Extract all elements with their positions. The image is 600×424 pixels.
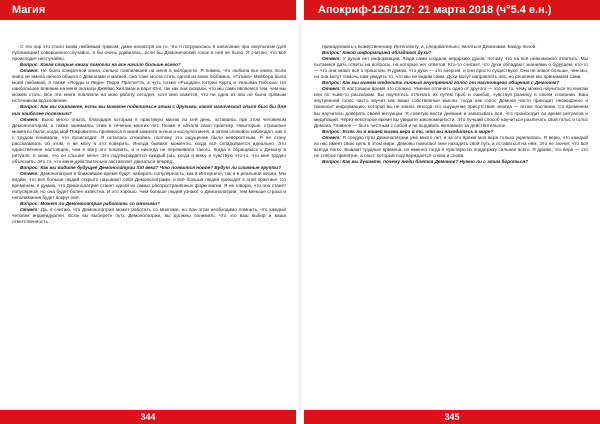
paragraph: Вопрос: Есть ли в вашей жизни вера в то, что вы находитесь в мире? (322, 128, 494, 134)
left-footer-bar (0, 410, 296, 424)
paragraph: Вопрос: Какой информацией обладают духи? (322, 50, 432, 56)
paragraph: Ответ: Я следую пути Демонолатрии уже много лет, и за это время моя вера только укрепилась. Я верю, что каждый из нас имеет свою цель в этом мире. Демоны помогают мне находить свой путь и оставаться на нём. Это не значит, что всё всегда легко. Бывают трудные времена, но именно тогда я чувствую их поддержку сильнее всего. Я думаю, что вера — это не слепое принятие, а опыт, который подтверждается снова и снова. (314, 134, 588, 158)
question-label: Вопрос: (20, 164, 40, 170)
question-label: Вопрос: (322, 50, 342, 56)
left-page-number: 344 (140, 412, 156, 422)
paragraph: Ответ: Да, я считаю, что Демонолатрия может работать со многими, но при этом необходимо помнить, что каждый человек индивидуален. Если вы выберете путь Демонолатрии, вы должны понимать, что это ваш выбор и ваша ответственность. (12, 207, 286, 225)
right-page (304, 0, 600, 424)
left-header-title: Магия (12, 4, 46, 16)
answer-label: Ответ: (322, 56, 341, 62)
right-page-number: 345 (444, 412, 460, 422)
paragraph: С тех пор это стало моим любимым трюком, даже несмотря на то, что я погружалась в написание про оккультизм (для публикации) совершенно случайно, я бы очень удивилась, если бы Демонический голос в ней не было. Я считаю, что всё происходит неслучайно. (12, 44, 286, 62)
question-label: Вопрос: (20, 104, 40, 110)
gutter (298, 24, 302, 412)
answer-label: Ответ: (20, 207, 39, 213)
question-label: Вопрос: (322, 158, 342, 164)
paragraph: Ответ: Демонолатрия в ближайшее время будет набирать популярность, как в Интернете, так и в реальной жизни. Мы видим, что всё больше людей открыто называют себя Демонолатрами, и всё больше людей приходят к этой практике. Со временем, я думаю, что Демонолатрия станет одной из самых распространённых форм магии. Я не говорю, что она станет популярной, но она будет более известна. И это хорошо. Чем больше людей узнают о Демонолатрии, тем меньше страха и непонимания будет вокруг неё. (12, 170, 286, 201)
paragraph: Вопрос: Как вы думаете, почему люди боятся Демонов? Нужно ли с этим бороться? (322, 158, 529, 164)
paragraph: Вопрос: Как вы считаете, есть вы можете поделиться этим с другими, какой магический опыт был бы для них наиболее полезным? (12, 104, 286, 116)
left-page (0, 0, 296, 424)
answer-label: Ответ: (322, 134, 341, 140)
answer-label: Ответ: (20, 170, 39, 176)
paragraph: принадлежать к Божественному Интеллекту, и, следовательно, являться Демонами. Кажду ясной. (322, 44, 537, 49)
paragraph: Вопрос: Какая старые книги помогли на все начало больше всего? (20, 62, 181, 68)
question-label: Вопрос: (20, 201, 40, 207)
answer-label: Ответ: (322, 86, 341, 92)
right-header-bar (304, 0, 600, 20)
paragraph: Вопрос: Как вы видите будущее Демонолатрии XXI века? Что появится новое? Будут ли сложные группы? (20, 164, 282, 170)
answer-label: Ответ: (20, 116, 39, 122)
paragraph: Ответ: У духов нет информации. Люди сами создали иерархию духов, потому что на всё невозможно ответить. Мы пытаемся дать ответы на вопросы, на которые нет ответов. Кто-то считает, что духи обладают знаниями о будущем, кто-то — что они знают всё о прошлом. Я думаю, что духи — это энергия, и они просто существуют. Они не знают больше, чем мы, но они могут помочь нам увидеть то, что мы не видим сами. Духи могут направлять нас, но решения мы принимаем сами. (314, 56, 588, 80)
paragraph: Ответ: Было много опыта, благодаря которым я практикую магию по сей день, оставаясь при этом человеком Демонолатором, а также занимаясь этим в течение многих лет. Позже я начала свою практику. Некоторые, страшные моменты были, когда мой Покровитель проявился в моей комнате ночью и коснулся меня, а затем спокойно наблюдал, как я с трудом понимала, что происходит. Я осталась спокойна, поэтому это ощущение было невероятным. Я не стану рассказывать об этом, я не могу в это поверить. Иногда бывают моменты, когда всё складывается идеально. Это единственное настоящее, чем я могу это показать, и я никогда не переживала такого. Когда я обращаюсь к Демону в ритуале, я знаю, что он слышит меня. Это подтверждается каждый раз, когда я вижу и чувствую что-то, что мне трудно объяснить. Это то, что меня действительно заставляет двигаться вперёд. (12, 116, 286, 164)
right-header-title: Апокриф-126/127: 21 марта 2018 (ч°5.4 е.н.) (318, 4, 552, 16)
paragraph: Ответ: В настоящее время это сложно. Умение отличить одно от другого — это не то, чему можно научиться по книгам или по чьим-то рассказам. Вы научитесь отличать их путём проб и ошибок, чувствуя разницу в своём сознании. Ваш внутренний голос часто звучит как ваши собственные мысли, тогда как голос Демона часто приходит неожиданно и приносит информацию, которой вы не знали. Иногда это ощущение присутствия, иногда — ясное послание. Со временем вы научитесь доверять своей интуиции. Я советую вести дневник и записывать всё, что происходит во время ритуалов и медитаций. Через некоторое время вы увидите закономерности. Это лучший способ научиться различать свой голос и голос Демона. Главное — быть честным с собой и не выдавать желаемое за действительное. (314, 86, 588, 128)
left-article-body (0, 20, 296, 225)
right-article-body (304, 20, 600, 165)
right-footer-bar (304, 410, 600, 424)
question-label: Вопрос: (20, 62, 40, 68)
paragraph: Ответ: Не было конкретной книги, сильно повлиявшей на меня в молодости. Я помню, что любила все книги. Если книга не имела ничего общего с Демонами и магией, она тоже могла стать одной из моих любимых. «Готика» Мейбера была моей любимой, я также «Лорды и Леди» Терри Пратчетта, а чуть позже «Рыцари» Кэтрин Куртц и Уильяма Гибсона. Но наибольшее влияние на меня оказали Джеймс Хиллман и Карл Юнг, так как они сказали, что мы сами являемся тем, чем мы можем стать. Все эти книги повлияли на мою работу сегодня, хотя мне кажется, что ни одна из них не была прямым источником вдохновения. (12, 68, 286, 104)
question-label: Вопрос: (322, 128, 342, 134)
paragraph: Вопрос: Может ли Демонолатрия работать со многими? (20, 201, 160, 207)
question-label: Вопрос: (322, 80, 342, 86)
paragraph: Вопрос: Как мы можем отделить личный внутренний голос от настоящего общения с Демоном? (322, 80, 560, 86)
answer-label: Ответ: (20, 68, 39, 74)
left-header-bar (0, 0, 296, 20)
